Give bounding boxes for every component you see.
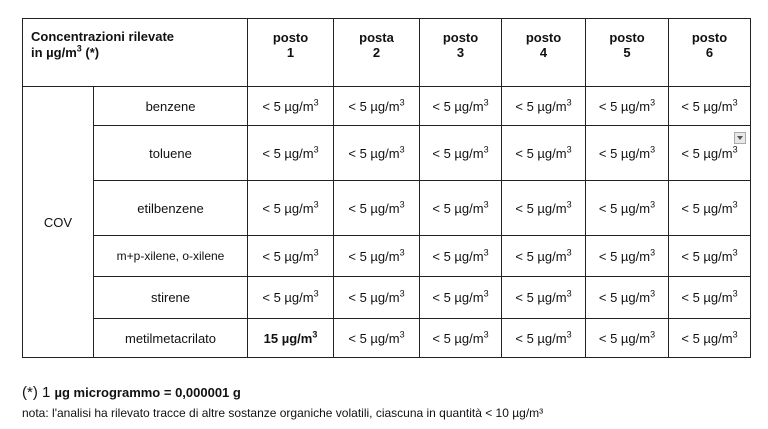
table-row xyxy=(23,126,751,181)
header-row xyxy=(23,19,751,87)
post-header-3: posto 3 xyxy=(420,19,502,87)
value-cell: < 5 $\mu g/m^3$ xyxy=(586,126,669,181)
dropdown-arrow-icon[interactable] xyxy=(734,132,746,144)
value-cell-highlight: 15 $\mu g/m^3$ xyxy=(248,319,334,358)
value-cell: < 5 $\mu g/m^3$ xyxy=(669,126,751,181)
value-cell: < 5 $\mu g/m^3$ xyxy=(334,181,420,236)
analysis-note: nota: l'analisi ha rilevato tracce di altre sostanze organiche volatili, ciascuna in quantità < 10 µg/m³ xyxy=(22,406,544,420)
footnote xyxy=(22,384,241,401)
value-cell: < 5 $\mu g/m^3$ xyxy=(420,277,502,319)
concentrations-table xyxy=(22,18,751,358)
value-cell: < 5 $\mu g/m^3$ xyxy=(248,236,334,277)
value-cell: < 5 $\mu g/m^3$ xyxy=(248,181,334,236)
value-cell: < 5 $\mu g/m^3$ xyxy=(334,236,420,277)
value-cell: < 5 $\mu g/m^3$ xyxy=(586,236,669,277)
value-cell: < 5 $\mu g/m^3$ xyxy=(334,277,420,319)
value-cell: < 5 $\mu g/m^3$ xyxy=(586,319,669,358)
row-label: metilmetacrilato xyxy=(94,319,248,358)
row-label: toluene xyxy=(94,126,248,181)
value-cell: < 5 $\mu g/m^3$ xyxy=(502,236,586,277)
value-cell: < 5 $\mu g/m^3$ xyxy=(502,277,586,319)
value-cell: < 5 $\mu g/m^3$ xyxy=(502,126,586,181)
value-cell: < 5 $\mu g/m^3$ xyxy=(248,277,334,319)
value-cell: < 5 $\mu g/m^3$ xyxy=(586,181,669,236)
value-cell: < 5 $\mu g/m^3$ xyxy=(334,126,420,181)
value-cell: < 5 $\mu g/m^3$ xyxy=(502,181,586,236)
row-label: etilbenzene xyxy=(94,181,248,236)
row-label: benzene xyxy=(94,87,248,126)
row-label: stirene xyxy=(94,277,248,319)
value-cell: < 5 $\mu g/m^3$ xyxy=(669,181,751,236)
value-cell: < 5 $\mu g/m^3$ xyxy=(420,236,502,277)
value-cell: < 5 $\mu g/m^3$ xyxy=(502,319,586,358)
value-cell: < 5 $\mu g/m^3$ xyxy=(248,87,334,126)
footnote-prefix: (*) 1 xyxy=(22,384,55,401)
table-title-line2: in $\mu g/m^3$ (*) xyxy=(31,43,100,60)
value-cell: < 5 $\mu g/m^3$ xyxy=(669,319,751,358)
value-cell: < 5 $\mu g/m^3$ xyxy=(334,319,420,358)
footnote-definition: µg microgrammo = 0,000001 g xyxy=(54,385,241,400)
value-cell: < 5 $\mu g/m^3$ xyxy=(420,126,502,181)
table-title-cell xyxy=(23,19,248,87)
table-row xyxy=(23,319,751,358)
value-cell: < 5 $\mu g/m^3$ xyxy=(420,181,502,236)
value-cell: < 5 $\mu g/m^3$ xyxy=(334,87,420,126)
value-cell: < 5 $\mu g/m^3$ xyxy=(248,126,334,181)
post-header-4: posto 4 xyxy=(502,19,586,87)
row-label: m+p-xilene, o-xilene xyxy=(94,236,248,277)
value-cell: < 5 $\mu g/m^3$ xyxy=(669,87,751,126)
value-cell: < 5 $\mu g/m^3$ xyxy=(586,87,669,126)
value-cell: < 5 $\mu g/m^3$ xyxy=(586,277,669,319)
table-row xyxy=(23,277,751,319)
table-title-line1: Concentrazioni rilevate xyxy=(31,29,175,44)
value-cell: < 5 $\mu g/m^3$ xyxy=(420,319,502,358)
value-cell: < 5 $\mu g/m^3$ xyxy=(420,87,502,126)
post-header-1: posto 1 xyxy=(248,19,334,87)
table-row xyxy=(23,181,751,236)
post-header-5: posto 5 xyxy=(586,19,669,87)
table-row xyxy=(23,87,751,126)
group-label-cov: COV xyxy=(23,87,94,358)
table-row xyxy=(23,236,751,277)
value-cell: < 5 $\mu g/m^3$ xyxy=(502,87,586,126)
value-cell: < 5 $\mu g/m^3$ xyxy=(669,236,751,277)
post-header-2: posta 2 xyxy=(334,19,420,87)
value-cell: < 5 $\mu g/m^3$ xyxy=(669,277,751,319)
post-header-6: posto 6 xyxy=(669,19,751,87)
